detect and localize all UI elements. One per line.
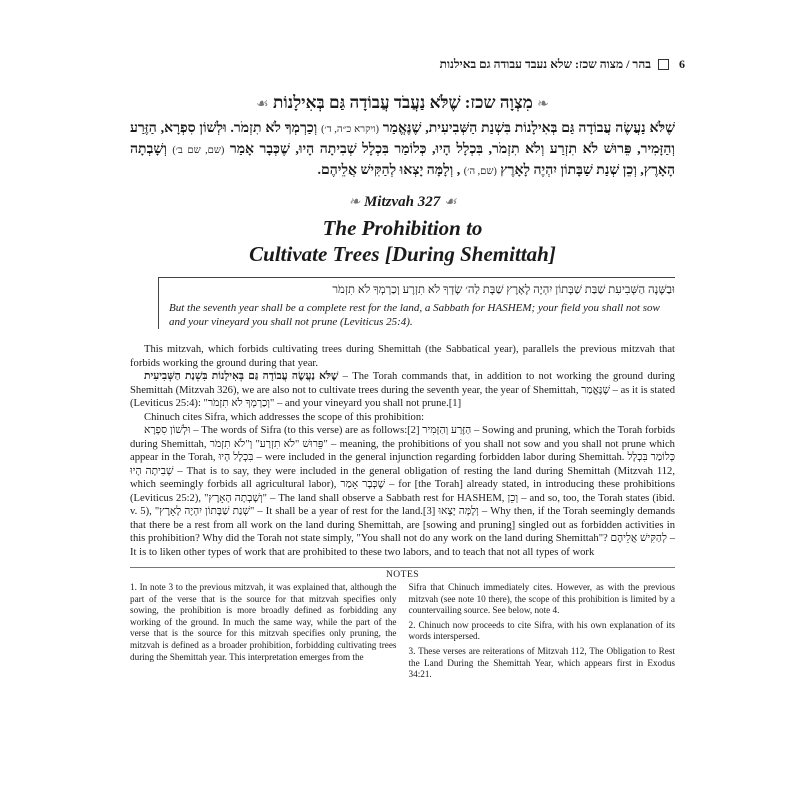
hebrew-text: שֶׁלֹּא נַעֲשֶׂה עֲבוֹדָה גַּם בְּאִילָנוֹת בִּשְׁנַת הַשְּׁבִיעִית, שֶׁנֶּאֱמַר xyxy=(382,121,676,136)
notes-column-right xyxy=(409,582,676,684)
body-text xyxy=(130,343,675,559)
hebrew-text: וְשָׁבְתָה הָאָרֶץ, וְכֵן שְׁנַת שַׁבָּתוֹן יִהְיֶה לָאָרֶץ xyxy=(130,142,675,178)
hebrew-reference: (שם, ה׳) xyxy=(463,166,497,177)
hebrew-text: וְכַרְמְךָ לֹא תִזְמֹר. וּלְשׁוֹן סִפְרָא, הַזֶּרַע וְהַזָּמִיר, פֵּרוּשׁ לֹא תִזְרַע וְלֹא תִזְמֹר, בִּכְלָל הָיוּ, כְּלוֹמַר בִּכְלָל שְׁבִיתָה הָיוּ, שֶׁכְּבָר אָמַר xyxy=(130,121,675,157)
ornament-icon: ❧ xyxy=(348,195,361,210)
square-icon xyxy=(658,59,669,70)
body-paragraph xyxy=(130,370,675,411)
english-title-line: The Prohibition to xyxy=(322,216,483,240)
mitzvah-label xyxy=(130,194,675,211)
verse-english: But the seventh year shall be a complete rest for the land, a Sabbath for HASHEM; your field you shall not sow and your vineyard you shall not prune (Leviticus 25:4). xyxy=(169,302,660,328)
note: Sifra that Chinuch immediately cites. However, as with the previous mitzvah (see note 10 there), the scope of this prohibition is limited by a countervailing source. See below, note 4. xyxy=(408,582,675,616)
hebrew-paragraph xyxy=(130,119,675,182)
verse-hebrew: וּבַשָּׁנָה הַשְּׁבִיעִת שַׁבַּת שַׁבָּתוֹן יִהְיֶה לָאָרֶץ שַׁבָּת לַה׳ שָׂדְךָ לֹא תִזְרָע וְכַרְמְךָ לֹא תִזְמֹר xyxy=(332,284,675,296)
ornament-icon: ☙ xyxy=(443,195,457,210)
body-paragraph-text: – The Torah commands that, in addition to not working the ground during Shemittah (Mitzvah 326), we are also not to cultivate trees during the seventh year, the year of Shemittah, שֶׁנֶּאֱמַר – as it is stated (Leviticus 25:4): "וְכַרְמְךָ לֹא תִזְמֹר" – and your vineyard you shall not prune.[1] xyxy=(130,371,675,409)
hebrew-lemma: שֶׁלֹּא נַעֲשֶׂה עֲבוֹדָה גַּם בְּאִילָנוֹת בִּשְׁנַת הַשְּׁבִיעִית xyxy=(144,371,339,382)
note: 3. These verses are reiterations of Mitzvah 112, The Obligation to Rest the Land During the Shemittah Year, which appears first in Exodus 34:21. xyxy=(408,645,675,680)
note: 1. In note 3 to the previous mitzvah, it was explained that, although the part of the verse that is the source for that mitzvah specifies only sowing, the prohibition is more broadly defined as forbidding any working of the ground. In much the same way, while the part of the verse that is the source for this mitzvah specifies only pruning, the mitzvah is defined as a broader prohibition, forbidding cultivating trees during the Shemittah year. This interpretation emerges from the xyxy=(130,582,397,662)
note: 2. Chinuch now proceeds to cite Sifra, with his own explanation of its words interspersed. xyxy=(408,619,675,642)
body-paragraph: Chinuch cites Sifra, which addresses the scope of this prohibition: xyxy=(144,411,425,423)
ornament-icon: ❧ xyxy=(537,97,549,112)
running-head-text: בהר / מצוה שכז: שלא נעבד עבודה גם באילנות xyxy=(439,57,651,71)
notes xyxy=(130,582,675,684)
page-number: 6 xyxy=(679,57,685,71)
hebrew-reference: (שם, שם ב׳) xyxy=(172,145,225,156)
hebrew-text: , וְלָמָּה יָצְאוּ לְהַקִּישׁ אֲלֵיהֶם. xyxy=(317,163,461,178)
notes-column-left xyxy=(130,582,397,684)
mitzvah-label-text: Mitzvah 327 xyxy=(363,194,441,210)
ornament-icon: ☙ xyxy=(256,97,269,112)
english-title-line: Cultivate Trees [During Shemittah] xyxy=(249,242,556,266)
hebrew-title-text: מִצְוָה שכז: שֶׁלֹּא נַעֲבֹד עֲבוֹדָה גַּם בְּאִילָנוֹת xyxy=(272,93,533,112)
body-paragraph: וּלְשׁוֹן סִפְרָא – The words of Sifra (to this verse) are as follows:[2] הַזֶּרַע וְהַזָּמִיר – Sowing and pruning, which the Torah forbids during Shemittah, פֵּרוּשׁ "לֹא תִזְרַע" וְ"לֹא תִזְמֹר" – meaning, the prohibitions of you shall not sow and you shall not prune which appear in the Torah, בִּכְלָל הָיוּ – were included in the general injunction regarding forbidden labor during Shemittah. כְּלוֹמַר בִּכְלָל שְׁבִיתָה הָיוּ – That is to say, they were included in the general obligation of resting the land during Shemittah (Mitzvah 112, which seemingly forbids all agricultural labor), שֶׁכְּבָר אָמַר – for [the Torah] already stated, in introducing these prohibitions (Leviticus 25:2), "וְשָׁבְתָה הָאָרֶץ" – The land shall observe a Sabbath rest for HASHEM, וְכֵן – and so, too, the Torah states (ibid. v. 5), "שְׁנַת שַׁבָּתוֹן יִהְיֶה לָאָרֶץ" – It shall be a year of rest for the land.[3] וְלָמָּה יָצְאוּ – Why then, if the Torah seemingly demands that there be a rest from all work on the land during Shemittah, are [sowing and pruning] singled out as forbidden activities in this prohibition? Why did the Torah not state simply, "You shall not do any work on the land during Shemittah"? לְהַקִּישׁ אֲלֵיהֶם – It is to liken other types of work that are prohibited to these two labors, and to teach that not all types of work xyxy=(130,425,676,558)
hebrew-title xyxy=(130,93,675,113)
english-title xyxy=(130,215,675,267)
hebrew-reference: (ויקרא כ״ה, ד׳) xyxy=(321,124,379,135)
notes-heading: NOTES xyxy=(130,567,675,580)
running-head xyxy=(130,55,685,75)
book-page xyxy=(130,55,685,684)
verse-box xyxy=(158,277,675,329)
body-paragraph: This mitzvah, which forbids cultivating trees during Shemittah (the Sabbatical year), parallels the previous mitzvah that forbids working the ground during that year. xyxy=(130,344,675,369)
